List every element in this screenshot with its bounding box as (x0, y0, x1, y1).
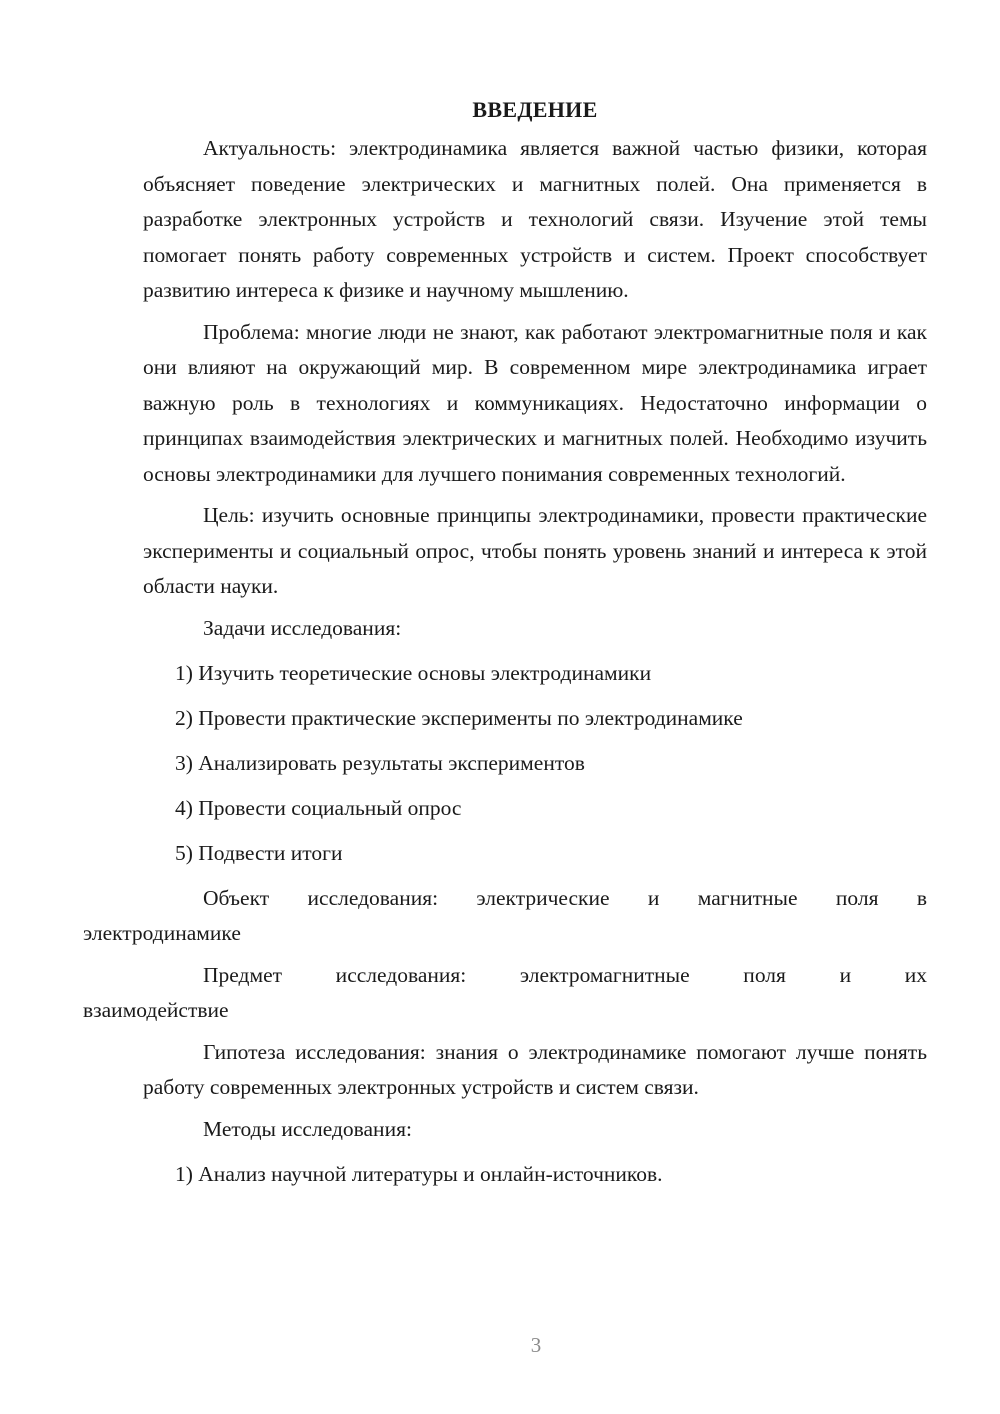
object-line-2: электродинамике (83, 921, 241, 945)
list-item: 1) Анализ научной литературы и онлайн-источников. (175, 1161, 663, 1186)
page-number: 3 (530, 1333, 542, 1357)
relevance-paragraph: Актуальность: электродинамика является важной частью физики, которая объясняет поведение электрических и магнитных полей. Она применяется в разработке электронных устройств и технологий связи. Изучение этой темы помогает понять работу современных устройств и систем. Проект способствует развитию интереса к физике и научному мышлению. (143, 136, 927, 302)
object-line-1: Объект исследования: электрические и магнитные поля в (203, 885, 927, 910)
list-item: 4) Провести социальный опрос (175, 795, 462, 820)
list-item: 2) Провести практические эксперименты по электродинамике (175, 705, 743, 730)
list-item: 3) Анализировать результаты экспериментов (175, 750, 585, 775)
subject-paragraph (83, 958, 927, 1029)
object-paragraph (83, 881, 927, 952)
subject-line-1: Предмет исследования: электромагнитные поля и их (203, 962, 927, 987)
subject-line-2: взаимодействие (83, 998, 229, 1022)
list-item: 5) Подвести итоги (175, 840, 343, 865)
section-title: ВВЕДЕНИЕ (472, 97, 598, 122)
hypothesis-paragraph: Гипотеза исследования: знания о электродинамике помогают лучше понять работу современных электронных устройств и систем связи. (143, 1039, 927, 1099)
methods-list (143, 1157, 927, 1193)
problem-paragraph: Проблема: многие люди не знают, как работают электромагнитные поля и как они влияют на окружающий мир. В современном мире электродинамика играет важную роль в технологиях и коммуникациях. Недостаточно информации о принципах взаимодействия электрических и магнитных полей. Необходимо изучить основы электродинамики для лучшего понимания современных технологий. (143, 319, 927, 486)
methods-heading: Методы исследования: (203, 1116, 412, 1141)
goal-paragraph: Цель: изучить основные принципы электродинамики, провести практические эксперименты и социальный опрос, чтобы понять уровень знаний и интереса к этой области науки. (143, 503, 927, 598)
tasks-list (143, 656, 927, 872)
document-page (83, 95, 927, 1202)
list-item: 1) Изучить теоретические основы электродинамики (175, 660, 652, 685)
tasks-heading: Задачи исследования: (203, 615, 402, 640)
